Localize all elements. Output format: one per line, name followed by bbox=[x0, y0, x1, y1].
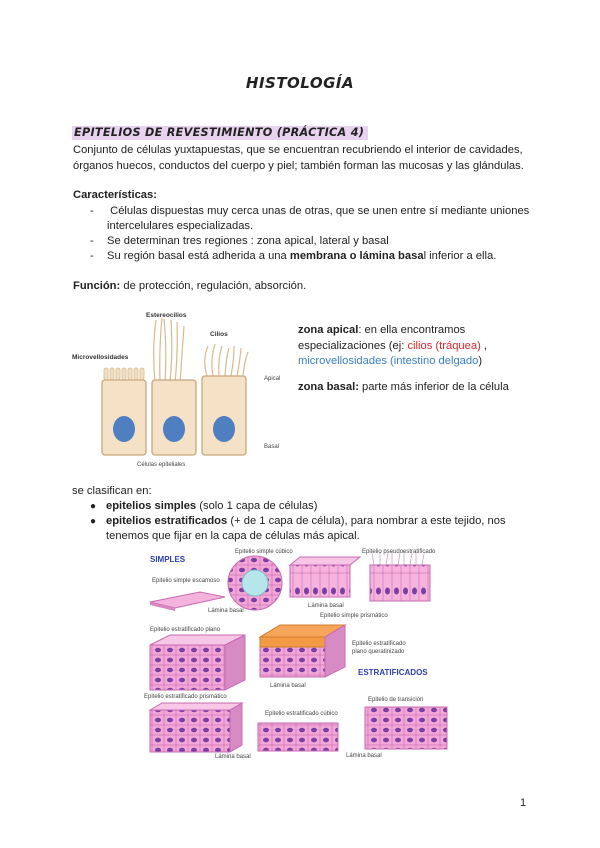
funcion-text: de protección, regulación, absorción. bbox=[120, 280, 307, 292]
label-cilios: Cilios bbox=[210, 331, 228, 338]
list-item bbox=[90, 249, 496, 264]
label-transicion: Epitelio de transición bbox=[368, 697, 424, 703]
list-item bbox=[90, 204, 529, 219]
label-lamina: Lámina basal bbox=[208, 608, 244, 614]
list-item-text: (+ de 1 capa de célula), para nombrar a este tejido, nos bbox=[227, 515, 506, 527]
zona-basal-text bbox=[298, 380, 538, 396]
label-prismatico: Epitelio simple prismático bbox=[320, 613, 388, 619]
label-basal: Basal bbox=[264, 444, 280, 450]
label-lamina: Lámina basal bbox=[215, 754, 251, 760]
label-lamina: Lámina basal bbox=[308, 603, 344, 609]
label-lamina: Lámina basal bbox=[270, 683, 306, 689]
zona-apical-comma: , bbox=[480, 339, 488, 352]
zona-apical-desc: : en ella encontramos bbox=[358, 324, 466, 336]
stratified-cuboidal-tissue bbox=[258, 723, 338, 751]
caracteristicas-heading: Características: bbox=[73, 189, 157, 201]
epithelial-cells-diagram bbox=[72, 308, 292, 473]
label-microvellosidades: Microvellosidades bbox=[72, 354, 129, 361]
section-heading: EPITELIOS DE REVESTIMIENTO (PRÁCTICA 4) bbox=[72, 126, 368, 140]
funcion-line bbox=[73, 279, 533, 295]
label-cubico: Epitelio simple cúbico bbox=[235, 549, 293, 555]
label-simples: SIMPLES bbox=[150, 555, 186, 564]
list-bullet: ● bbox=[90, 501, 97, 512]
cilia-icon bbox=[205, 344, 248, 376]
transitional-tissue bbox=[365, 707, 447, 749]
label-estereocilios: Estereocilios bbox=[146, 312, 187, 319]
list-bullet: - bbox=[90, 250, 94, 262]
nucleus bbox=[213, 416, 235, 442]
microvilli-icon bbox=[104, 368, 144, 380]
list-bullet: - bbox=[90, 235, 94, 247]
zona-basal-desc: parte más inferior de la célula bbox=[358, 381, 509, 393]
list-item-continuation: tenemos que fijar en la capa de células más apical. bbox=[106, 530, 360, 542]
label-apical: Apical bbox=[264, 376, 281, 382]
list-item bbox=[90, 234, 389, 249]
list-item-bold: epitelios simples bbox=[106, 500, 197, 512]
list-item-text: l inferior a ella. bbox=[423, 250, 497, 262]
pseudostratified-tissue bbox=[370, 565, 430, 601]
cell-body bbox=[202, 376, 246, 455]
stratified-squamous-tissue bbox=[150, 645, 225, 690]
label-est-cubico: Epitelio estratificado cúbico bbox=[265, 711, 338, 717]
nucleus bbox=[113, 416, 135, 442]
list-bullet: - bbox=[90, 205, 94, 217]
simple-columnar-tissue bbox=[290, 565, 350, 597]
cilios-example: cilios (tráquea) bbox=[407, 339, 481, 352]
list-item-text: (solo 1 capa de células) bbox=[196, 500, 318, 512]
intro-paragraph bbox=[73, 143, 533, 174]
nucleus bbox=[163, 416, 185, 442]
list-item-text: Su región basal está adherida a una bbox=[107, 250, 290, 262]
label-est-prismatico: Epitelio estratificado prismático bbox=[144, 694, 227, 700]
clasificacion-intro: se clasifican en: bbox=[72, 485, 152, 497]
zona-apical-text bbox=[298, 323, 528, 370]
list-item-text: Células dispuestas muy cerca unas de otras, que se unen entre sí mediante uniones bbox=[107, 205, 530, 217]
epithelia-types-diagram bbox=[140, 545, 470, 765]
stratified-columnar-tissue bbox=[150, 710, 230, 752]
list-item bbox=[90, 499, 317, 514]
label-lamina: Lámina basal bbox=[346, 753, 382, 759]
zona-basal-label: zona basal: bbox=[298, 381, 359, 393]
label-plano: Epitelio estratificado plano bbox=[150, 627, 221, 633]
list-item-bold: epitelios estratificados bbox=[106, 515, 228, 527]
label-estratificados: ESTRATIFICADOS bbox=[358, 668, 428, 677]
funcion-label: Función: bbox=[73, 280, 121, 292]
list-bullet: ● bbox=[90, 516, 97, 527]
page-number: 1 bbox=[520, 797, 527, 809]
microvellosidades-example: microvellosidades (intestino delgado bbox=[298, 355, 479, 367]
intro-line-1: Conjunto de células yuxtapuestas, que se encuentran recubriendo el interior de cavidades, bbox=[73, 144, 523, 156]
intro-line-2: órganos huecos, conductos del cuerpo y piel; también forman las mucosas y las glándulas. bbox=[73, 159, 524, 172]
zona-apical-close: ) bbox=[478, 355, 483, 367]
list-item-text: Se determinan tres regiones : zona apical, lateral y basal bbox=[107, 235, 389, 247]
list-item bbox=[90, 514, 506, 529]
zona-apical-label: zona apical bbox=[298, 324, 359, 336]
label-queratinizado: Epitelio estratificado bbox=[352, 641, 406, 647]
zona-apical-desc: especializaciones (ej: bbox=[298, 339, 408, 352]
label-queratinizado: plano queratinizado bbox=[352, 649, 405, 655]
label-pseudo: Epitelio pseudoestratificado bbox=[362, 549, 436, 555]
page-title: HISTOLOGÍA bbox=[245, 74, 355, 92]
stereocilia-icon bbox=[154, 318, 184, 383]
diagram-caption: Células epiteliales bbox=[137, 462, 186, 468]
list-item-bold: membrana o lámina basa bbox=[289, 250, 424, 262]
label-escamoso: Epitelio simple escamoso bbox=[152, 578, 220, 584]
list-item-continuation: intercelulares especializadas. bbox=[107, 220, 254, 232]
